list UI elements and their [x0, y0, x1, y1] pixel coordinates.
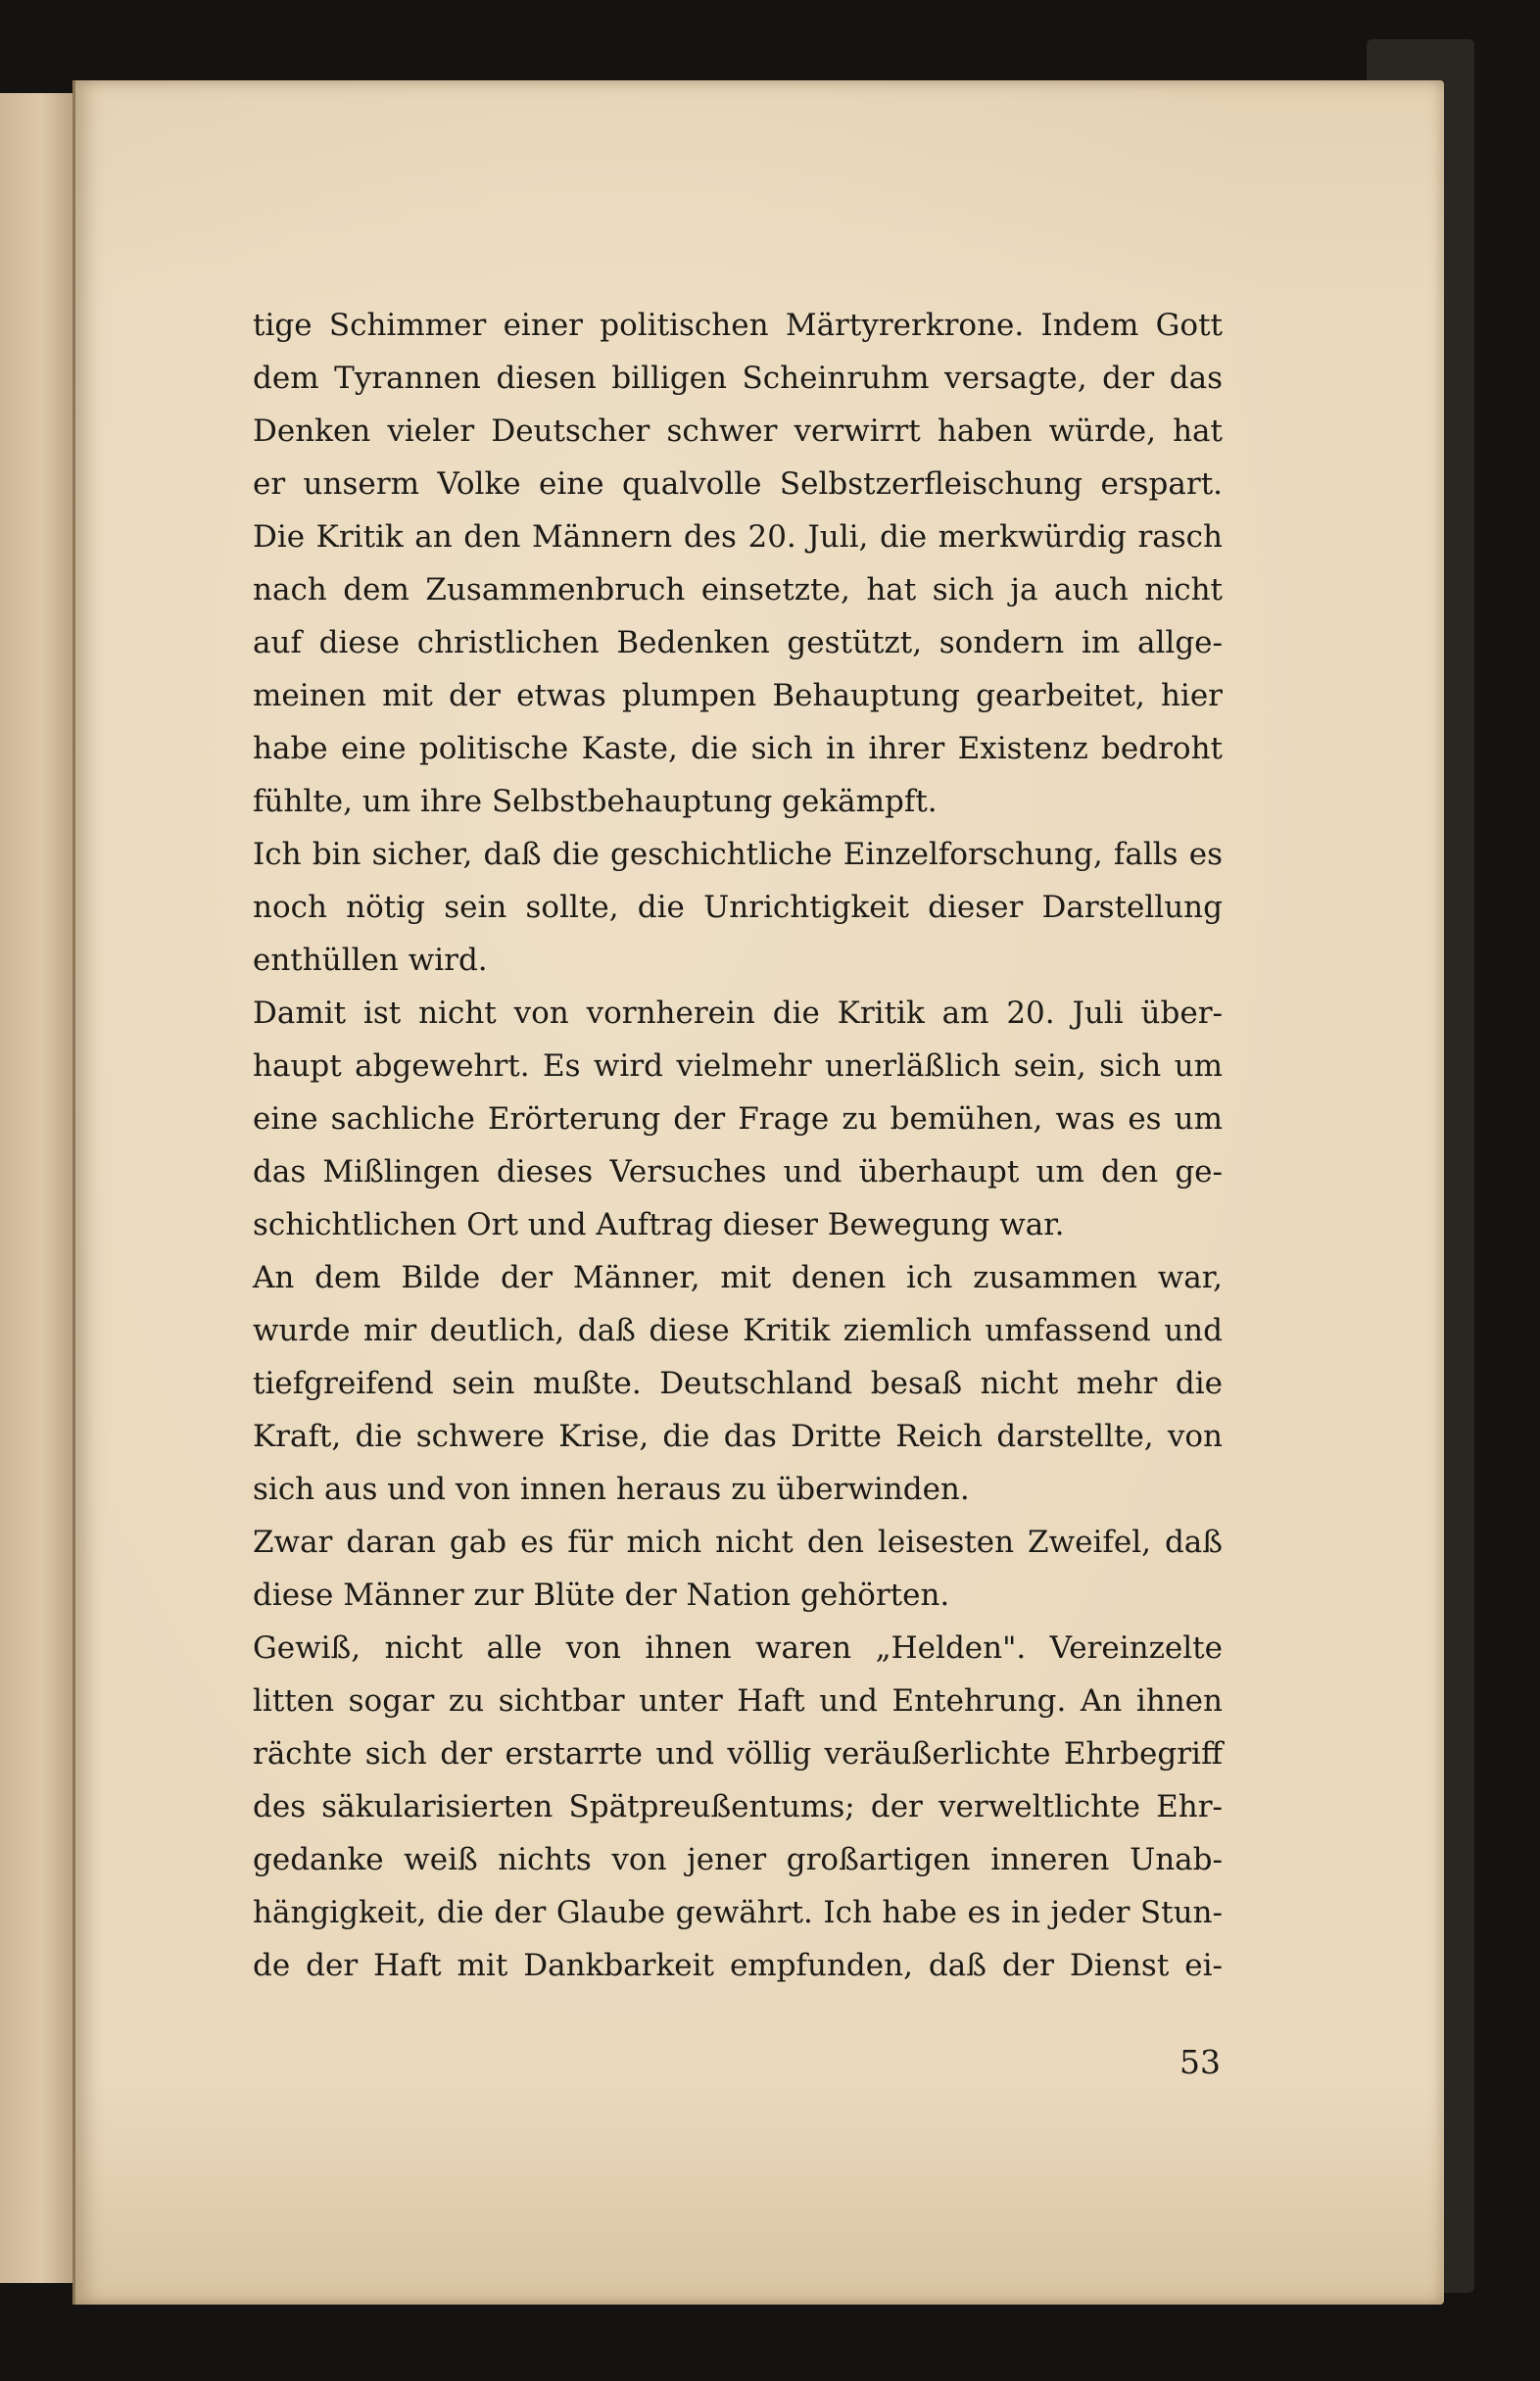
body-text [253, 299, 1223, 2023]
text-line: dem Tyrannen diesen billigen Scheinruhm versagte, der das [253, 361, 1223, 396]
text-line: des säkularisierten Spätpreußentums; der verweltlichte Ehr- [253, 1789, 1223, 1824]
text-line: Damit ist nicht von vornherein die Kritik am 20. Juli über- [253, 996, 1223, 1031]
left-page-edge [0, 93, 76, 2283]
text-line: das Mißlingen dieses Versuches und überhaupt um den ge- [253, 1154, 1223, 1190]
text-line: wurde mir deutlich, daß diese Kritik ziemlich umfassend und [253, 1313, 1223, 1348]
text-line: enthüllen wird. [253, 943, 488, 978]
text-line: Gewiß, nicht alle von ihnen waren „Helden". Vereinzelte [253, 1630, 1223, 1666]
text-line: habe eine politische Kaste, die sich in ihrer Existenz bedroht [253, 731, 1223, 766]
page-gutter [72, 80, 75, 2305]
text-line: de der Haft mit Dankbarkeit empfunden, daß der Dienst ei- [253, 1948, 1223, 1983]
text-line: hängigkeit, die der Glaube gewährt. Ich habe es in jeder Stun- [253, 1895, 1223, 1930]
text-line: meinen mit der etwas plumpen Behauptung gearbeitet, hier [253, 678, 1223, 713]
text-line: nach dem Zusammenbruch einsetzte, hat sich ja auch nicht [253, 572, 1223, 607]
text-line: diese Männer zur Blüte der Nation gehörten. [253, 1578, 950, 1613]
text-line: schichtlichen Ort und Auftrag dieser Bewegung war. [253, 1207, 1065, 1242]
text-line: Die Kritik an den Männern des 20. Juli, die merkwürdig rasch [253, 519, 1223, 555]
text-line: Denken vieler Deutscher schwer verwirrt haben würde, hat [253, 413, 1223, 449]
page-number: 53 [1179, 2043, 1221, 2081]
text-line: eine sachliche Erörterung der Frage zu bemühen, was es um [253, 1101, 1223, 1137]
text-line: Ich bin sicher, daß die geschichtliche Einzelforschung, falls es [253, 837, 1223, 872]
text-line: auf diese christlichen Bedenken gestützt, sondern im allge- [253, 625, 1223, 660]
text-line: Zwar daran gab es für mich nicht den leisesten Zweifel, daß [253, 1525, 1223, 1560]
text-line: tige Schimmer einer politischen Märtyrerkrone. Indem Gott [253, 308, 1223, 343]
text-line: noch nötig sein sollte, die Unrichtigkeit dieser Darstellung [253, 890, 1223, 925]
text-line: sich aus und von innen heraus zu überwinden. [253, 1472, 970, 1507]
text-line: rächte sich der erstarrte und völlig veräußerlichte Ehrbegriff [253, 1736, 1223, 1772]
text-line: An dem Bilde der Männer, mit denen ich zusammen war, [253, 1260, 1223, 1295]
text-line: er unserm Volke eine qualvolle Selbstzerfleischung erspart. [253, 466, 1223, 502]
text-line: fühlte, um ihre Selbstbehauptung gekämpft. [253, 784, 938, 819]
text-line: Kraft, die schwere Krise, die das Dritte Reich darstellte, von [253, 1419, 1223, 1454]
text-line: litten sogar zu sichtbar unter Haft und Entehrung. An ihnen [253, 1683, 1223, 1719]
text-line: gedanke weiß nichts von jener großartigen inneren Unab- [253, 1842, 1223, 1877]
text-line: haupt abgewehrt. Es wird vielmehr unerläßlich sein, sich um [253, 1048, 1223, 1084]
text-line: tiefgreifend sein mußte. Deutschland besaß nicht mehr die [253, 1366, 1223, 1401]
